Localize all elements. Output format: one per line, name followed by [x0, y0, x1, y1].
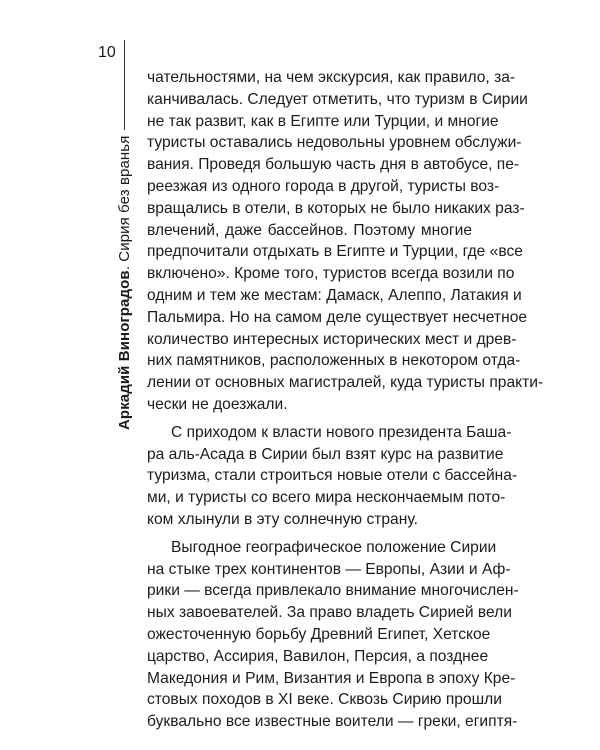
margin-rule	[124, 40, 125, 130]
text-line: стовых походов в XI веке. Сквозь Сирию прошли	[147, 691, 502, 709]
text-line: буквально все известные воители — греки, египтя-	[147, 713, 518, 731]
text-line: них памятников, расположенных в некотором отда-	[147, 352, 521, 370]
page-number: 10	[98, 44, 116, 61]
text-line: одним и тем же местам: Дамаск, Алеппо, Латакия и	[147, 286, 522, 304]
text-line: влечений, даже бассейнов. Поэтому многие	[147, 221, 472, 239]
text-line: количество интересных исторических мест и древ-	[147, 330, 517, 348]
text-line: реезжая из одного города в другой, туристы воз-	[147, 177, 500, 195]
running-head-title: Сирия без вранья	[116, 135, 133, 262]
text-line: С приходом к власти нового президента Баша-	[171, 423, 512, 441]
running-head	[116, 136, 133, 430]
body-text	[147, 67, 544, 733]
text-line: туристы оставались недовольны уровнем обслужи-	[147, 134, 522, 152]
text-line: чески не доезжали.	[147, 395, 288, 413]
text-line: ком хлынули в эту солнечную страну.	[147, 510, 418, 528]
text-line: царство, Ассирия, Вавилон, Персия, а позднее	[147, 647, 489, 665]
text-line: не так развит, как в Египте или Турции, и многие	[147, 112, 499, 130]
paragraph	[147, 67, 544, 416]
running-head-author: Аркадий Виноградов	[116, 270, 133, 430]
running-head-separator: .	[116, 261, 133, 271]
text-line: включено». Кроме того, туристов всегда возили по	[147, 265, 515, 283]
text-line: чательностями, на чем экскурсия, как правило, за-	[147, 69, 516, 86]
text-line: ра аль-Асада в Сирии был взят курс на развитие	[147, 445, 504, 463]
text-line: ных завоевателей. За право владеть Сирией вели	[147, 604, 512, 622]
text-line: Выгодное географическое положение Сирии	[171, 538, 497, 556]
text-line: Пальмира. Но на самом деле существует несчетное	[147, 308, 528, 326]
text-line: вания. Проведя большую часть дня в автобусе, пе-	[147, 156, 520, 174]
text-line: лении от основных магистралей, куда туристы практи-	[147, 374, 544, 392]
text-line: туризма, стали строиться новые отели с бассейна-	[147, 467, 518, 485]
paragraph	[147, 537, 519, 733]
text-line: Македония и Рим, Византия и Европа в эпоху Кре-	[147, 669, 516, 687]
text-line: предпочитали отдыхать в Египте и Турции, где «все	[147, 243, 523, 261]
text-line: ожесточенную борьбу Древний Египет, Хетское	[147, 625, 491, 643]
text-line: канчивалась. Следует отметить, что туризм в Сирии	[147, 90, 528, 108]
paragraph	[147, 422, 518, 531]
text-line: на стыке трех континентов — Европы, Азии и Аф-	[147, 560, 511, 578]
text-line: вращались в отели, в которых не было никаких раз-	[147, 199, 525, 217]
text-line: рики — всегда привлекало внимание многочислен-	[147, 582, 519, 600]
text-line: ми, и туристы со всего мира нескончаемым пото-	[147, 489, 506, 507]
